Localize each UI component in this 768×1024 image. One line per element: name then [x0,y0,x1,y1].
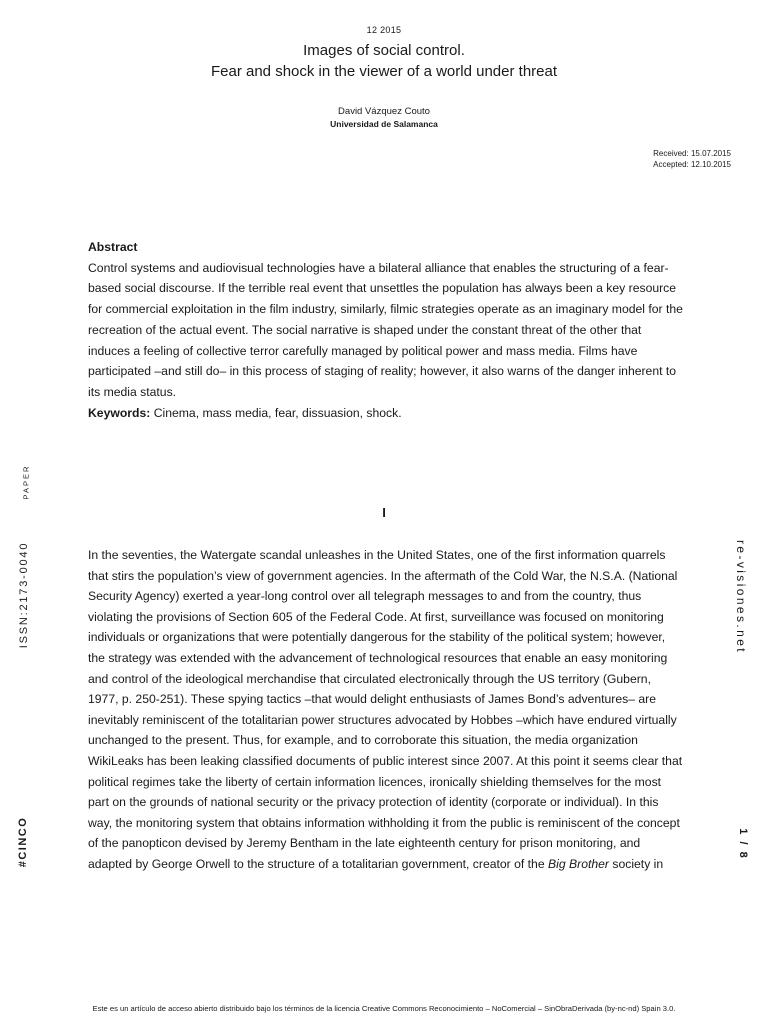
paper-label: PAPER [21,464,31,500]
license-footer: Este es un artículo de acceso abierto distribuido bajo los términos de la licencia Creative Commons Reconocimiento – NoComercial – SinObraDerivada (by-nc-nd) Spain 3.0. [92,1004,676,1013]
issue-number: 12 2015 [366,25,402,35]
body-paragraph-main: In the seventies, the Watergate scandal unleashes in the United States, one of the first information quarrels that stirs the population’s view of government agencies. In the aftermath of the Cold War, the N.S.A. (National Security Agency) exerted a year-long control over all telegraph messages to and from the country, thus violating the provisions of Section 605 of the Federal Code. At first, surveillance was focused on monitoring individuals or organizations that were potentially dangerous for the stability of the political system; however, the strategy was extended with the advancement of technological resources that enable an easy monitoring and control of the ideological merchandise that circulated electronically through the US territory (Gubern, 1977, p. 250-251). These spying tactics –that would delight enthusiasts of James Bond’s adventures– are inevitably reminiscent of the totalitarian power structures advocated by Hobbes –which have endured virtually unchanged to the present. Thus, for example, and to corroborate this situation, the media organization WikiLeaks has been leaking classified documents of public interest since 2007. At this point it seems clear that political regimes take the liberty of certain information licences, ironically shielding themselves for the most part on the grounds of national security or the privacy protection of identity (corporate or individual). In this way, the monitoring system that obtains information withholding it from the public is reminiscent of the concept of the panopticon devised by Jeremy Bentham in the late eighteenth century for prison monitoring, and adapted by George Orwell to the structure of a totalitarian government, creator of the [88,548,683,871]
issue-hashtag: #CINCO [17,816,29,868]
received-date: Received: 15.07.2015 [653,149,731,158]
page-indicator: 1 / 8 [737,828,749,860]
section-heading: I [382,505,386,520]
keywords-label: Keywords: [88,405,151,420]
article-title [0,40,768,82]
abstract-heading: Abstract [88,240,138,254]
issn-label: ISSN:2173-0040 [18,541,30,649]
body-paragraph [88,545,683,875]
author-name: David Vázquez Couto [338,106,430,117]
keywords-text: Cinema, mass media, fear, dissuasion, shock. [150,405,402,420]
body-text [88,545,683,875]
submission-dates [653,148,731,170]
author-affiliation: Universidad de Salamanca [330,119,438,129]
abstract-section [88,237,683,423]
journal-website: re-visiones.net [734,539,748,655]
title-line-1: Images of social control. [303,42,465,59]
accepted-date: Accepted: 12.10.2015 [653,160,731,169]
keywords-line [88,403,683,424]
title-line-2: Fear and shock in the viewer of a world under threat [210,63,558,80]
abstract-text: Control systems and audiovisual technologies have a bilateral alliance that enables the structuring of a fear-based social discourse. If the terrible real event that unsettles the population has always been a key resource for commercial exploitation in the film industry, similarly, filmic strategies operate as an imaginary model for the recreation of the actual event. The social narrative is shaped under the constant threat of the other that induces a feeling of collective terror carefully managed by political power and mass media. Films have participated –and still do– in this process of staging of reality; however, it also warns of the danger inherent to its media status. [88,260,683,399]
body-italic-term: Big Brother [548,856,609,871]
body-paragraph-end: society in [608,856,664,871]
